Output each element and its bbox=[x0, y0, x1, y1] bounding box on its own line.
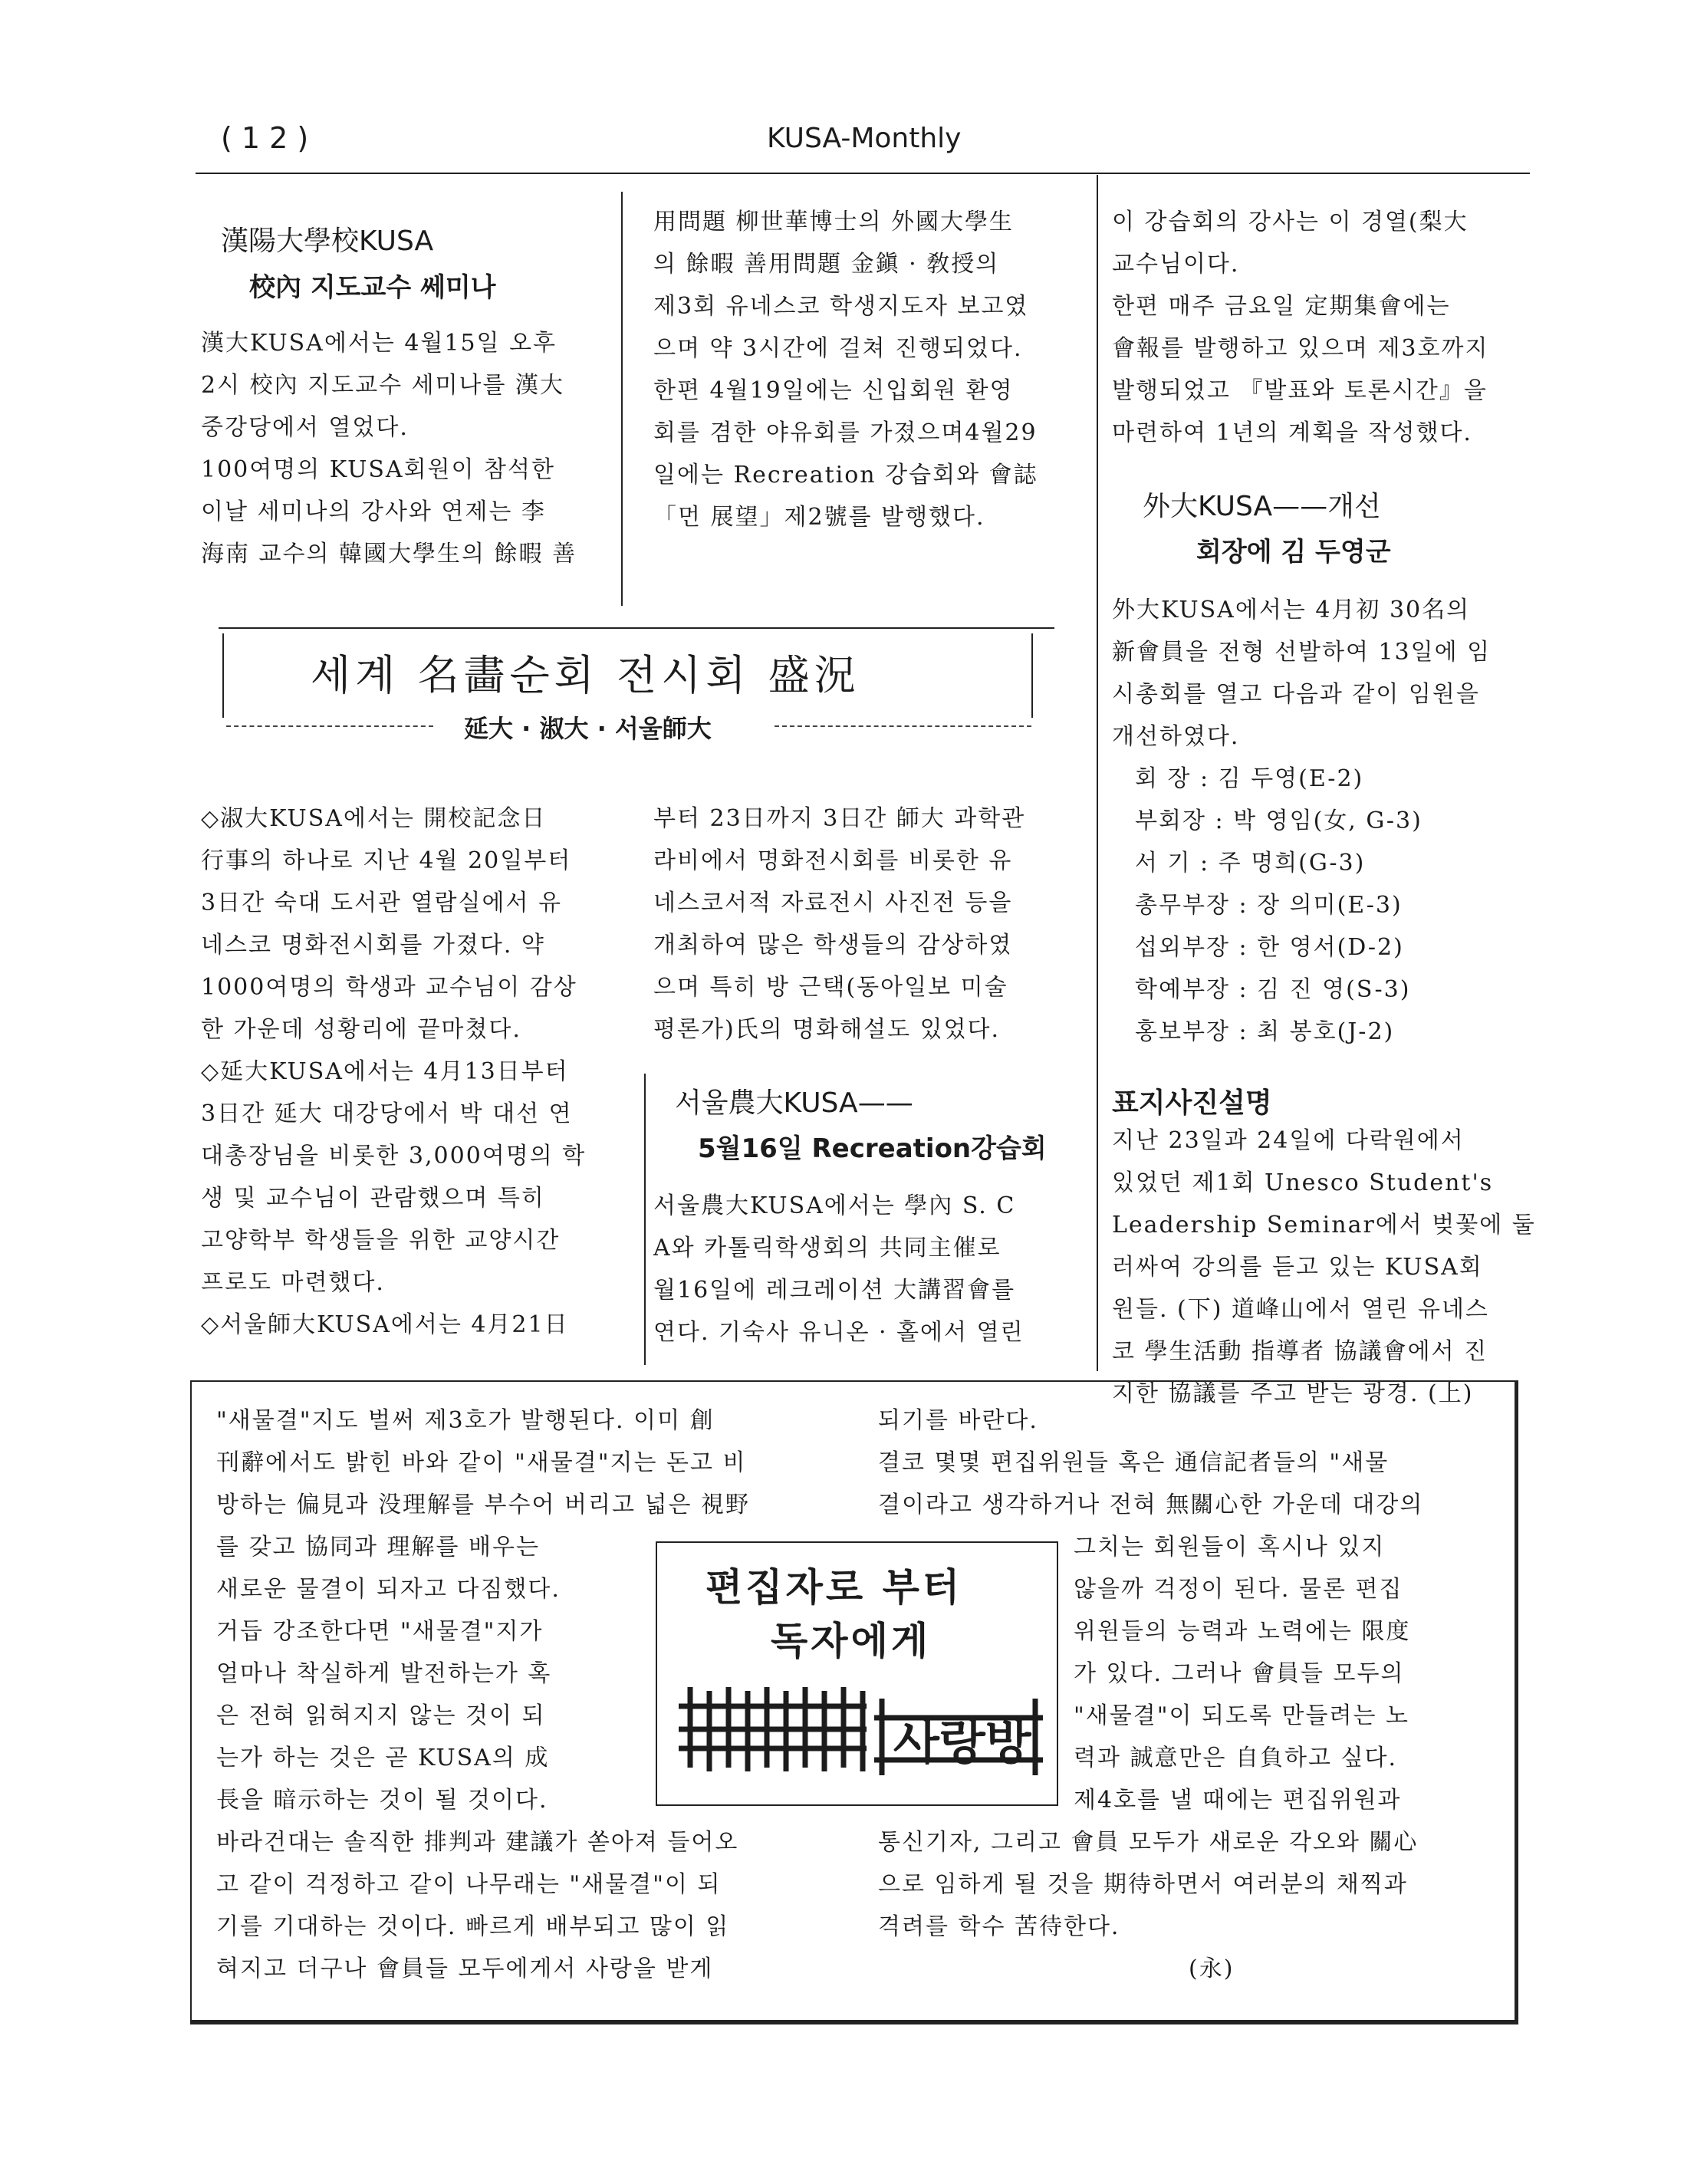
text-line: 마련하여 1년의 계획을 작성했다. bbox=[1112, 419, 1472, 446]
text-line: 는가 하는 것은 곧 KUSA의 成 bbox=[216, 1745, 550, 1771]
text-line: 생 및 교수님이 관람했으며 특히 bbox=[201, 1185, 545, 1212]
text-line: ◇延大KUSA에서는 4月13日부터 bbox=[201, 1058, 569, 1085]
text-line: 개선하였다. bbox=[1112, 723, 1240, 750]
text-line: 新會員을 전형 선발하여 13일에 임 bbox=[1112, 639, 1492, 666]
text-line: 漢大KUSA에서는 4월15일 오후 bbox=[201, 330, 557, 357]
officer-item: 섭외부장 : 한 영서(D-2) bbox=[1135, 934, 1404, 961]
text-line: 이 강습회의 강사는 이 경열(梨大 bbox=[1112, 209, 1469, 235]
editor-right-bottom bbox=[878, 1821, 1418, 1948]
text-line: 있었던 제1회 Unesco Student's bbox=[1112, 1169, 1494, 1196]
text-line: 결이라고 생각하거나 전혀 無關心한 가운데 대강의 bbox=[878, 1492, 1424, 1518]
text-line: 일에는 Recreation 강습회와 會誌 bbox=[653, 462, 1038, 488]
text-line: 방하는 偏見과 没理解를 부수어 버리고 넓은 視野 bbox=[216, 1492, 750, 1518]
text-line: 으로 임하게 될 것을 期待하면서 여러분의 채찍과 bbox=[878, 1871, 1408, 1898]
column-divider bbox=[1097, 175, 1098, 1371]
header-rule bbox=[196, 173, 1530, 174]
text-line: 제4호를 낼 때에는 편집위원과 bbox=[1074, 1787, 1402, 1814]
text-line: 혀지고 더구나 會員들 모두에게서 사랑을 받게 bbox=[216, 1955, 714, 1982]
nongdae-body bbox=[653, 1185, 1025, 1353]
text-line: 교수님이다. bbox=[1112, 251, 1240, 278]
page-number: ( 1 2 ) bbox=[221, 121, 309, 155]
text-line: 력과 誠意만은 自負하고 싶다. bbox=[1074, 1745, 1397, 1771]
nongdae-title: 서울農大KUSA—— bbox=[675, 1087, 913, 1119]
exhibit-box-rule bbox=[219, 627, 1054, 629]
text-line: "새물결"이 되도록 만들려는 노 bbox=[1074, 1702, 1409, 1729]
text-line: 네스코서적 자료전시 사진전 등을 bbox=[653, 890, 1013, 916]
text-line: 중강당에서 열었다. bbox=[201, 414, 409, 441]
text-line: 會報를 발행하고 있으며 제3호까지 bbox=[1112, 335, 1489, 362]
column-divider bbox=[644, 1074, 646, 1365]
cover-body bbox=[1112, 1120, 1536, 1415]
text-line: 라비에서 명화전시회를 비롯한 유 bbox=[653, 847, 1013, 874]
cover-title: 표지사진설명 bbox=[1112, 1087, 1272, 1119]
officer-item: 학예부장 : 김 진 영(S-3) bbox=[1135, 976, 1411, 1003]
text-line: 지난 23일과 24일에 다락원에서 bbox=[1112, 1127, 1465, 1154]
text-line: 시총회를 열고 다음과 같이 임원을 bbox=[1112, 681, 1480, 708]
waedae-body bbox=[1112, 589, 1491, 758]
logo-text: 사랑방 bbox=[893, 1714, 1031, 1770]
editor-right-mid bbox=[1074, 1526, 1410, 1821]
text-line: 1000여명의 학생과 교수님이 감상 bbox=[201, 974, 577, 1001]
text-line: 으며 특히 방 근택(동아일보 미술 bbox=[653, 974, 1008, 1001]
text-line: ◇淑大KUSA에서는 開校記念日 bbox=[201, 805, 547, 832]
text-line: 3日간 숙대 도서관 열람실에서 유 bbox=[201, 890, 562, 916]
text-line: 海南 교수의 韓國大學生의 餘暇 善 bbox=[201, 541, 577, 567]
officer-item: 총무부장 : 장 의미(E-3) bbox=[1135, 892, 1403, 919]
text-line: 으며 약 3시간에 걸쳐 진행되었다. bbox=[653, 335, 1023, 362]
text-line: 되기를 바란다. bbox=[878, 1407, 1038, 1434]
dashed-rule bbox=[775, 725, 1031, 727]
text-line: 고 같이 걱정하고 같이 나무래는 "새물결"이 되 bbox=[216, 1871, 722, 1898]
text-line: 기를 기대하는 것이다. 빠르게 배부되고 많이 읽 bbox=[216, 1913, 730, 1940]
text-line: 刊辭에서도 밝힌 바와 같이 "새물결"지는 돈고 비 bbox=[216, 1449, 747, 1476]
text-line: 用問題 柳世華博士의 外國大學生 bbox=[653, 209, 1015, 235]
nongdae-subtitle: 5월16일 Recreation강습회 bbox=[698, 1133, 1047, 1164]
text-line: 은 전혀 읽혀지지 않는 것이 되 bbox=[216, 1702, 546, 1729]
text-line: 위원들의 능력과 노력에는 限度 bbox=[1074, 1618, 1411, 1645]
text-line: 外大KUSA에서는 4月初 30名의 bbox=[1112, 597, 1471, 623]
hanyang-subtitle: 校內 지도교수 쎄미나 bbox=[249, 272, 496, 303]
col3-top-body bbox=[1112, 201, 1488, 454]
inset-title-1: 편집자로 부터 bbox=[705, 1565, 963, 1610]
waedae-subtitle: 회장에 김 두영군 bbox=[1196, 537, 1391, 567]
exhibit-box-rule bbox=[1031, 633, 1033, 718]
officer-item: 홍보부장 : 최 봉호(J-2) bbox=[1135, 1018, 1395, 1045]
text-line: 行事의 하나로 지난 4월 20일부터 bbox=[201, 847, 572, 874]
editor-right-top bbox=[878, 1400, 1423, 1526]
text-line: 연다. 기숙사 유니온 · 홀에서 열린 bbox=[653, 1319, 1025, 1346]
text-line: 평론가)氏의 명화해설도 있었다. bbox=[653, 1016, 1001, 1043]
editor-signature: (永) bbox=[1189, 1955, 1235, 1982]
text-line: 한편 4월19일에는 신입회원 환영 bbox=[653, 377, 1014, 404]
editor-left-bottom bbox=[216, 1821, 738, 1990]
text-line: 의 餘暇 善用問題 金鎭 · 敎授의 bbox=[653, 251, 1000, 278]
editor-left-top bbox=[216, 1400, 750, 1526]
text-line: 고양학부 학생들을 위한 교양시간 bbox=[201, 1227, 561, 1254]
text-line: 프로도 마련했다. bbox=[201, 1269, 385, 1296]
text-line: 가 있다. 그러나 會員들 모두의 bbox=[1074, 1660, 1405, 1687]
text-line: 회를 겸한 야유회를 가졌으며4월29 bbox=[653, 419, 1038, 446]
text-line: 개최하여 많은 학생들의 감상하였 bbox=[653, 932, 1013, 959]
text-line: 않을까 걱정이 된다. 물론 편집 bbox=[1074, 1576, 1403, 1603]
text-line: ◇서울師大KUSA에서는 4月21日 bbox=[201, 1311, 569, 1338]
text-line: 지한 協議를 주고 받는 광경. (上) bbox=[1112, 1380, 1474, 1407]
text-line: 「먼 展望」제2號를 발행했다. bbox=[653, 504, 985, 531]
text-line: 바라건대는 솔직한 排判과 建議가 쏟아져 들어오 bbox=[216, 1829, 739, 1856]
text-line: 이날 세미나의 강사와 연제는 李 bbox=[201, 498, 546, 525]
text-line: 발행되었고 『발표와 토론시간』을 bbox=[1112, 377, 1488, 404]
text-line: Leadership Seminar에서 벚꽃에 둘 bbox=[1112, 1212, 1536, 1238]
col2-top-body bbox=[653, 201, 1038, 538]
text-line: 부터 23日까지 3日간 師大 과학관 bbox=[653, 805, 1026, 832]
text-line: 코 學生活動 指導者 協議會에서 진 bbox=[1112, 1338, 1488, 1365]
text-line: 새로운 물결이 되자고 다짐했다. bbox=[216, 1576, 561, 1603]
text-line: 대총장님을 비롯한 3,000여명의 학 bbox=[201, 1143, 587, 1169]
exhibit-col2-body bbox=[653, 798, 1025, 1051]
exhibit-box-rule bbox=[222, 633, 224, 718]
officer-item: 회 장 : 김 두영(E-2) bbox=[1135, 765, 1364, 792]
text-line: 통신기자, 그리고 會員 모두가 새로운 각오와 關心 bbox=[878, 1829, 1419, 1856]
text-line: 그치는 회원들이 혹시나 있지 bbox=[1074, 1534, 1386, 1561]
waedae-title: 外大KUSA——개선 bbox=[1143, 491, 1381, 522]
text-line: 얼마나 착실하게 발전하는가 혹 bbox=[216, 1660, 552, 1687]
text-line: 長을 暗示하는 것이 될 것이다. bbox=[216, 1787, 548, 1814]
text-line: 원들. (下) 道峰山에서 열린 유네스 bbox=[1112, 1296, 1489, 1323]
text-line: 한 가운데 성황리에 끝마쳤다. bbox=[201, 1016, 521, 1043]
text-line: 를 갖고 協同과 理解를 배우는 bbox=[216, 1534, 540, 1561]
text-line: 월16일에 레크레이션 大講習會를 bbox=[653, 1277, 1016, 1304]
editor-left-mid bbox=[216, 1526, 561, 1821]
text-line: 거듭 강조한다면 "새물결"지가 bbox=[216, 1618, 544, 1645]
text-line: 제3회 유네스코 학생지도자 보고였 bbox=[653, 293, 1029, 320]
exhibit-title: 세계 名畵순회 전시회 盛況 bbox=[311, 651, 860, 699]
text-line: 한편 매주 금요일 定期集會에는 bbox=[1112, 293, 1451, 320]
text-line: 러싸여 강의를 듣고 있는 KUSA회 bbox=[1112, 1254, 1483, 1281]
officer-item: 부회장 : 박 영임(女, G-3) bbox=[1135, 807, 1422, 834]
hanyang-title: 漢陽大學校KUSA bbox=[221, 225, 434, 257]
text-line: "새물결"지도 벌써 제3호가 발행된다. 이미 創 bbox=[216, 1407, 715, 1434]
sarangbang-logo bbox=[675, 1676, 1051, 1791]
text-line: A와 카톨릭학생회의 共同主催로 bbox=[653, 1235, 1002, 1261]
officer-list bbox=[1135, 758, 1422, 1053]
officer-item: 서 기 : 주 명희(G-3) bbox=[1135, 850, 1366, 877]
hanyang-body bbox=[201, 322, 577, 575]
text-line: 결코 몇몇 편집위원들 혹은 通信記者들의 "새물 bbox=[878, 1449, 1390, 1476]
text-line: 네스코 명화전시회를 가졌다. 약 bbox=[201, 932, 545, 959]
text-line: 격려를 학수 苦待한다. bbox=[878, 1913, 1120, 1940]
exhibit-col1-body bbox=[201, 798, 586, 1346]
magazine-title: KUSA-Monthly bbox=[767, 123, 962, 154]
inset-title-2: 독자에게 bbox=[771, 1619, 932, 1663]
text-line: 서울農大KUSA에서는 學內 S. C bbox=[653, 1192, 1016, 1219]
text-line: 100여명의 KUSA회원이 참석한 bbox=[201, 456, 555, 483]
exhibit-subtitle: 延大 · 淑大 · 서울師大 bbox=[464, 714, 712, 743]
text-line: 3日간 延大 대강당에서 박 대선 연 bbox=[201, 1100, 573, 1127]
column-divider bbox=[621, 192, 623, 606]
text-line: 2시 校內 지도교수 세미나를 漢大 bbox=[201, 372, 565, 399]
dashed-rule bbox=[226, 725, 433, 727]
